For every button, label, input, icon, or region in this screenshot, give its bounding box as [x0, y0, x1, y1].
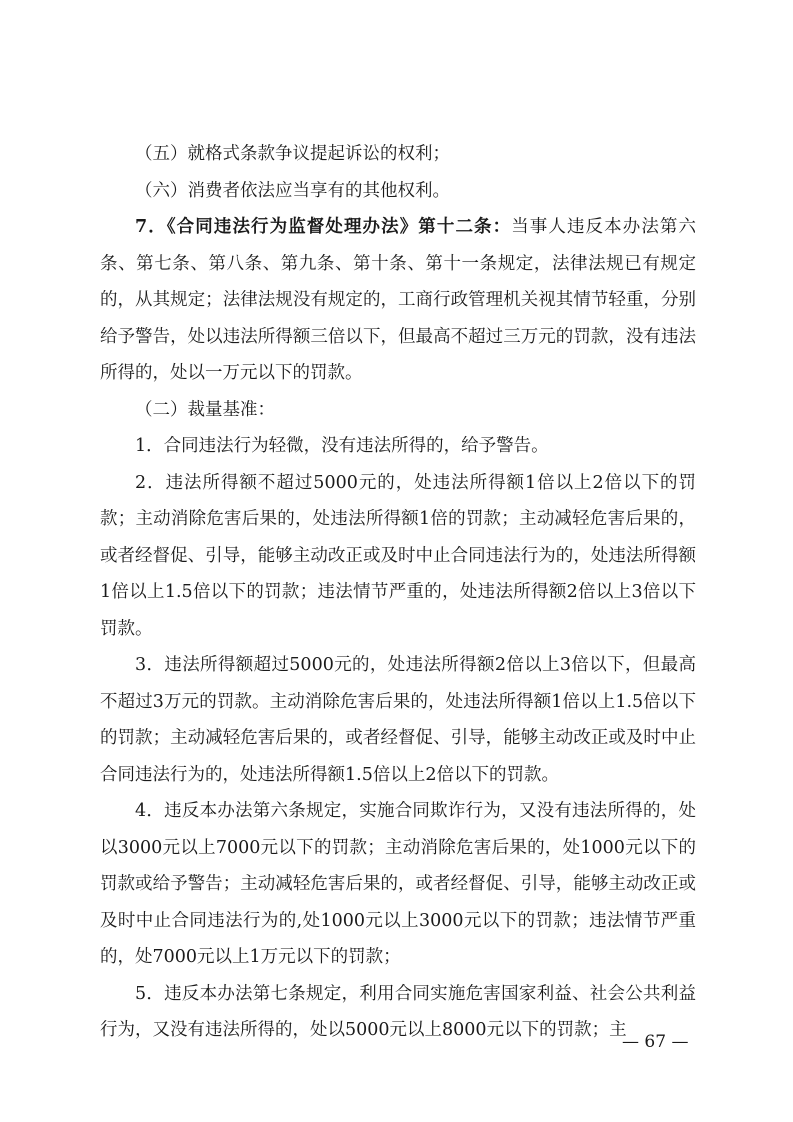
document-body [100, 136, 696, 1049]
paragraph-text: （五）就格式条款争议提起诉讼的权利； [135, 144, 450, 164]
paragraph-item-5 [100, 976, 696, 1049]
paragraph-item-2 [100, 465, 696, 648]
paragraph-item-4 [100, 793, 696, 976]
paragraph-text: 4．违反本办法第六条规定，实施合同欺诈行为，又没有违法所得的，处以3000元以上7000元以下的罚款；主动消除危害后果的，处1000元以下的罚款或给予警告；主动减轻危害后果的，或者经督促、引导，能够主动改正或及时中止合同违法行为的,处1000元以上3000元以下的罚款；违法情节严重的，处7000元以上1万元以下的罚款； [100, 801, 696, 967]
paragraph-article-12 [100, 209, 696, 392]
paragraph-text: （六）消费者依法应当享有的其他权利。 [135, 180, 450, 201]
paragraph-text: 5．违反本办法第七条规定，利用合同实施危害国家利益、社会公共利益行为，又没有违法所得的，处以5000元以上8000元以下的罚款；主 [100, 983, 696, 1040]
paragraph-text: 1．合同违法行为轻微，没有违法所得的，给予警告。 [135, 436, 549, 456]
paragraph-text: 3．违法所得额超过5000元的，处违法所得额2倍以上3倍以下，但最高不超过3万元的罚款。主动消除危害后果的，处违法所得额1倍以上1.5倍以下的罚款；主动减轻危害后果的，或者经督促、引导，能够主动改正或及时中止合同违法行为的，处违法所得额1.5倍以上2倍以下的罚款。 [100, 655, 696, 785]
paragraph-text: 当事人违反本办法第六条、第七条、第八条、第九条、第十条、第十一条规定，法律法规已有规定的，从其规定；法律法规没有规定的，工商行政管理机关视其情节轻重，分别给予警告，处以违法所得额三倍以下，但最高不超过三万元的罚款，没有违法所得的，处以一万元以下的罚款。 [100, 217, 696, 383]
paragraph-bold-lead: 7．《合同违法行为监督处理办法》第十二条： [135, 217, 512, 237]
section-heading-text: （二）裁量基准： [135, 399, 275, 420]
section-heading-discretion-standard [100, 392, 696, 429]
paragraph-right-5 [100, 136, 696, 173]
paragraph-text: 2．违法所得额不超过5000元的，处违法所得额1倍以上2倍以下的罚款；主动消除危害后果的，处违法所得额1倍的罚款；主动减轻危害后果的，或者经督促、引导，能够主动改正或及时中止合同违法行为的，处违法所得额1倍以上1.5倍以下的罚款；违法情节严重的，处违法所得额2倍以上3倍以下罚款。 [100, 472, 696, 639]
paragraph-right-6 [100, 173, 696, 210]
paragraph-item-1 [100, 428, 696, 465]
page-number: — 67 — [622, 1032, 689, 1052]
paragraph-item-3 [100, 647, 696, 793]
